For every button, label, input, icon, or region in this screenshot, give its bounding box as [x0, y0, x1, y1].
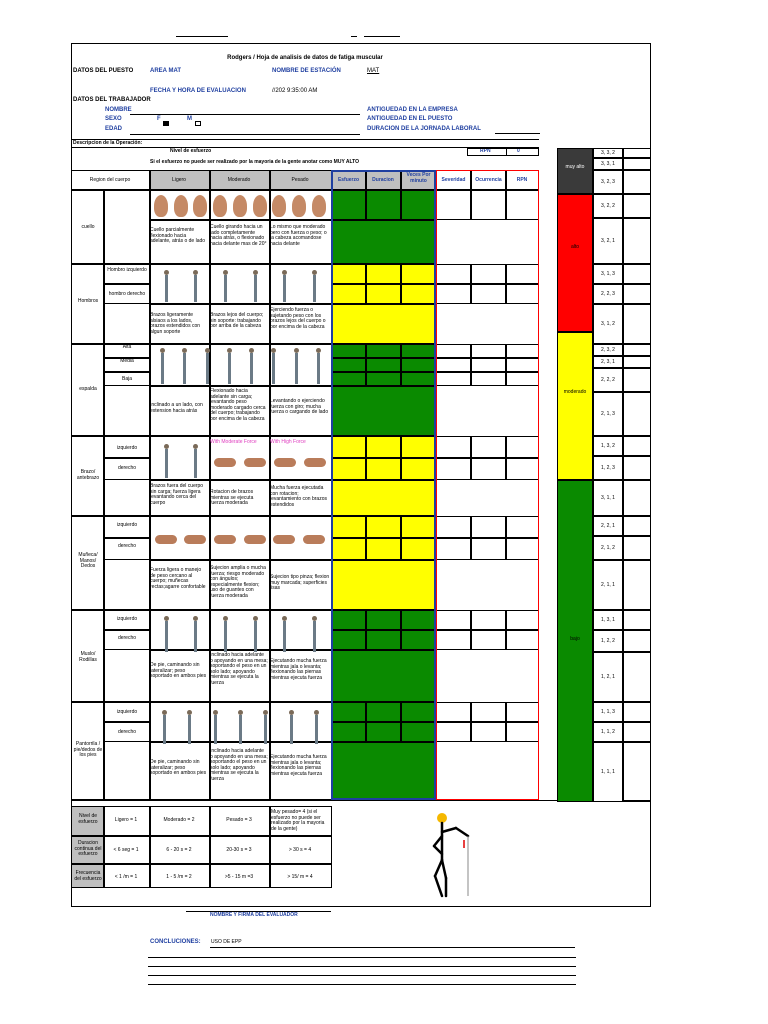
muslo-izq: izquierdo	[116, 616, 138, 622]
leg-posture-illustration	[151, 706, 329, 744]
risk-code-cell	[593, 356, 623, 368]
espalda-ligero: Inclinado a un lado, con extension hacia atrás	[150, 402, 203, 414]
result-cell-5-0-2	[506, 610, 539, 630]
header-moderado: Moderado	[227, 177, 251, 183]
fecha-label: FECHA Y HORA DE EVALUACION	[150, 88, 246, 94]
risk-code-cell	[593, 436, 623, 456]
risk-extra-cell	[623, 610, 651, 630]
muslo-moderado: Inclinado hacia adelante o apoyando en una mesa; soportando el peso en un solo lado; apoyando mientras se ejecuta la fuerza	[210, 652, 268, 686]
score-cell-2-2-2	[401, 372, 436, 386]
score-cell-2-2-0	[331, 372, 366, 386]
result-cell-5-1-2	[506, 630, 539, 650]
risk-code: 1, 1, 2	[601, 729, 615, 735]
result-cell-6-1-2	[506, 722, 539, 742]
nombre-label: NOMBRE	[105, 107, 132, 113]
score-cell-5-0-1	[366, 610, 401, 630]
risk-code: 3, 3, 1	[601, 161, 615, 167]
rpn-label: RPN	[480, 148, 491, 154]
risk-extra-cell	[623, 148, 651, 158]
estacion-value[interactable]: MAT	[367, 68, 380, 74]
brazo-der: derecho	[117, 465, 137, 471]
page-title: Rodgers / Hoja de analisis de datos de fatiga muscular	[227, 55, 383, 61]
result-cell-5-1-1	[471, 630, 506, 650]
risk-code-cell	[593, 218, 623, 264]
score-cell-2-0-2	[401, 344, 436, 358]
cuello-ligero: Cuello parcialmente flexionado hacia adelante, atrás o de lado	[150, 227, 206, 245]
score-block-3	[331, 480, 436, 516]
result-cell-1-1-1	[471, 284, 506, 304]
legend-muy-pesado: Muy pesado= 4 (si el esfuerzo no puede ser realizado por la mayoria de la gente)	[271, 809, 325, 832]
pies-ligero: De pie, caminando sin lateralizar; peso soportado en ambos pies	[150, 759, 207, 777]
edad-label: EDAD	[105, 126, 123, 132]
risk-code: 1, 1, 3	[601, 709, 615, 715]
score-cell-6-1-1	[366, 722, 401, 742]
risk-code: 3, 2, 3	[601, 179, 615, 185]
result-cell-2-2-2	[506, 372, 539, 386]
subregion-cell-0	[104, 190, 150, 264]
antig-empresa-label: ANTIGUEDAD EN LA EMPRESA	[367, 107, 458, 113]
header-ligero: Ligero	[172, 177, 186, 183]
score-cell-1-0-2	[401, 264, 436, 284]
result-cell-1-0-0	[436, 264, 471, 284]
score-cell-6-0-2	[401, 702, 436, 722]
result-cell-5-0-0	[436, 610, 471, 630]
nota-muy-alto: Si el esfuerzo no puede ser realizado por la mayoria de la gente anotar como MUY ALTO	[150, 159, 360, 165]
result-cell-1-1-0	[436, 284, 471, 304]
risk-moderado: moderado	[563, 389, 587, 395]
risk-code-cell	[593, 652, 623, 702]
score-cell-2-1-0	[331, 358, 366, 372]
antig-puesto-label: ANTIGUEDAD EN EL PUESTO	[367, 116, 453, 122]
score-cell-1-0-1	[366, 264, 401, 284]
region-cuello: cuello	[81, 224, 95, 230]
wrist-posture-illustration	[151, 522, 329, 556]
shoulder-posture-illustration	[151, 266, 329, 302]
risk-extra-cell	[623, 516, 651, 536]
result-cell-2-1-1	[471, 358, 506, 372]
header-veces: Veces Por minuto	[406, 172, 431, 184]
firma-evaluador-label: NOMBRE Y FIRMA DEL EVALUADOR	[210, 912, 298, 918]
result-cell-0-2	[506, 190, 539, 220]
risk-extra-cell	[623, 436, 651, 456]
score-cell-5-1-0	[331, 630, 366, 650]
brazo-ligero: Brazos fuera del cuerpo sin carga; fuerza ligera levantando cerca del cuerpo	[150, 483, 204, 506]
duracion-jornada-label: DURACION DE LA JORNADA LABORAL	[367, 126, 481, 132]
score-block-0	[331, 220, 436, 264]
risk-extra-cell	[623, 630, 651, 652]
result-cell-2-0-2	[506, 344, 539, 358]
hombros-moderado: Brazos lejos del cuerpo; sin soporte: trabajando por arriba de la cabeza	[210, 312, 264, 330]
lifting-figure-illustration	[420, 810, 480, 900]
legend-f1: < 1 /m = 1	[114, 874, 138, 880]
risk-code: 1, 2, 3	[601, 465, 615, 471]
risk-code: 3, 2, 1	[601, 238, 615, 244]
score-block-5	[331, 650, 436, 702]
score-cell-2-1-2	[401, 358, 436, 372]
sex-f-checkbox[interactable]	[163, 121, 169, 126]
back-posture-illustration	[151, 344, 329, 384]
score-cell-3-1-2	[401, 458, 436, 480]
risk-code-cell	[593, 516, 623, 536]
result-cell-4-0-1	[471, 516, 506, 538]
score-cell-0-2	[401, 190, 436, 220]
result-cell-5-1-0	[436, 630, 471, 650]
score-cell-4-0-2	[401, 516, 436, 538]
risk-code: 2, 2, 1	[601, 523, 615, 529]
region-brazo: Brazo/ antebrazo	[76, 469, 100, 481]
score-cell-2-1-1	[366, 358, 401, 372]
score-cell-2-0-1	[366, 344, 401, 358]
score-cell-0-0	[331, 190, 366, 220]
result-cell-3-1-1	[471, 458, 506, 480]
legend-pesado: Pesado = 3	[226, 817, 252, 823]
risk-extra-cell	[623, 218, 651, 264]
risk-extra-cell	[623, 158, 651, 170]
muslo-pesado: Ejecutando mucha fuerza mientras jala o levanta; flexionando las piernas mientras ejecuta fuerza	[270, 658, 327, 681]
cuello-moderado: Cuello girando hacia un lado completamente hacia atrás, o flexionado hacia delante mas de 20°	[210, 224, 267, 247]
risk-code-cell	[593, 480, 623, 516]
risk-extra-cell	[623, 392, 651, 436]
score-cell-4-1-2	[401, 538, 436, 560]
pies-izq: izquierdo	[116, 709, 138, 715]
brazo-moderado: Rotacion de brazos mientras se ejecuta fuerza moderada	[210, 489, 254, 507]
risk-code-cell	[593, 158, 623, 170]
legend-d4: > 30 s = 4	[288, 847, 312, 853]
neck-posture-illustration	[151, 192, 329, 220]
risk-code: 3, 1, 3	[601, 271, 615, 277]
legend-f3: >5 - 15 m =3	[224, 874, 254, 880]
sex-f-label: F	[157, 116, 161, 122]
muslo-ligero: De pie, caminando sin lateralizar; peso soportado en ambos pies	[150, 662, 207, 680]
score-cell-6-1-0	[331, 722, 366, 742]
operacion-label: Descripcion de la Operación:	[73, 140, 143, 146]
muneca-izq: izquierdo	[116, 522, 138, 528]
risk-alto: alto	[570, 244, 580, 250]
risk-band-muy-alto	[557, 148, 593, 194]
header-duracion: Duracion	[372, 177, 394, 183]
risk-extra-cell	[623, 356, 651, 368]
risk-code-cell	[593, 304, 623, 344]
risk-extra-cell	[623, 702, 651, 722]
result-cell-5-0-1	[471, 610, 506, 630]
datos-puesto-label: DATOS DEL PUESTO	[73, 68, 134, 74]
legend-moderado: Moderado = 2	[163, 817, 195, 823]
risk-code: 3, 3, 2	[601, 150, 615, 156]
legend-frecuencia-label: Frecuencia del esfuerzo	[74, 870, 102, 882]
risk-code: 2, 2, 2	[601, 377, 615, 383]
score-cell-4-0-0	[331, 516, 366, 538]
espalda-baja: Baja	[121, 376, 132, 382]
header-rpn: RPN	[516, 177, 528, 183]
score-cell-6-0-0	[331, 702, 366, 722]
legend-ligero: Ligero = 1	[114, 817, 138, 823]
legend-d3: 20-30 s = 3	[226, 847, 252, 853]
risk-code: 2, 1, 3	[601, 411, 615, 417]
risk-band-moderado	[557, 332, 593, 480]
legend-d2: 6 - 20 s = 2	[166, 847, 192, 853]
legend-nivel-label: Nivel de esfuerzo	[78, 813, 98, 825]
legend-f2: 1 - 5 /m = 2	[166, 874, 192, 880]
region-muslo: Muslo/ Rodillas	[79, 651, 97, 663]
risk-extra-cell	[623, 652, 651, 702]
result-cell-4-1-2	[506, 538, 539, 560]
result-cell-4-1-0	[436, 538, 471, 560]
munecas-pesado: Sujecion tipo pinza; flexion muy marcada; superficies lisas	[270, 574, 330, 592]
region-pies: Pantorrila / pie/dedos de los pies	[73, 741, 103, 759]
risk-code: 2, 2, 3	[601, 291, 615, 297]
fecha-value[interactable]: //202 9:35:00 AM	[272, 88, 318, 94]
score-cell-6-1-2	[401, 722, 436, 742]
risk-code: 1, 3, 2	[601, 443, 615, 449]
risk-code-cell	[593, 170, 623, 194]
header-region: Region del cuerpo	[89, 177, 131, 183]
risk-code: 3, 1, 1	[601, 495, 615, 501]
score-cell-4-1-0	[331, 538, 366, 560]
risk-code-cell	[593, 148, 623, 158]
risk-code-cell	[593, 536, 623, 560]
risk-extra-cell	[623, 194, 651, 218]
conclusiones-label: CONCLUCIONES:	[150, 939, 201, 945]
risk-extra-cell	[623, 344, 651, 356]
header-esfuerzo: Esfuerzo	[337, 177, 360, 183]
score-cell-4-1-1	[366, 538, 401, 560]
risk-code: 1, 2, 2	[601, 638, 615, 644]
risk-code: 2, 3, 2	[601, 347, 615, 353]
score-cell-2-2-1	[366, 372, 401, 386]
sexo-label: SEXO	[105, 116, 122, 122]
result-cell-3-0-1	[471, 436, 506, 458]
risk-code-cell	[593, 702, 623, 722]
result-cell-2-0-0	[436, 344, 471, 358]
espalda-moderado: Flexionado hacia adelante sin carga; levantando peso moderado cargado cerca del cuerpo; trabajando por encima de la cabeza	[210, 388, 266, 422]
munecas-moderado: Sujecion amplia o mucha fuerza; riesgo moderado con ángulos; especialmente flexion; uso de guantes con fuerza moderada	[210, 565, 266, 599]
risk-code: 3, 2, 2	[601, 203, 615, 209]
sex-m-label: M	[187, 116, 192, 122]
result-cell-3-1-0	[436, 458, 471, 480]
risk-code-cell	[593, 610, 623, 630]
score-cell-4-0-1	[366, 516, 401, 538]
score-block-2	[331, 386, 436, 436]
espalda-media: Media	[120, 358, 134, 364]
risk-code-cell	[593, 560, 623, 610]
score-cell-3-0-2	[401, 436, 436, 458]
risk-code-cell	[593, 722, 623, 742]
result-cell-3-1-2	[506, 458, 539, 480]
conclusiones-value[interactable]: USO DE EPP	[211, 939, 242, 945]
result-cell-4-1-1	[471, 538, 506, 560]
legend-duracion-label: Duracion continua del esfuerzo	[74, 840, 102, 858]
score-cell-1-1-2	[401, 284, 436, 304]
mod-force-label: With Moderate Force	[210, 439, 257, 445]
thigh-posture-illustration	[151, 612, 329, 652]
legend-f4: > 15/ m = 4	[287, 874, 313, 880]
risk-extra-cell	[623, 304, 651, 344]
espalda-alta: Alta	[122, 344, 132, 350]
risk-extra-cell	[623, 264, 651, 284]
risk-extra-cell	[623, 368, 651, 392]
risk-code-cell	[593, 630, 623, 652]
nivel-esfuerzo-label: Nivel de esfuerzo	[170, 148, 212, 154]
score-cell-5-1-2	[401, 630, 436, 650]
score-block-4	[331, 560, 436, 610]
area-value: AREA MAT	[150, 68, 181, 74]
pies-der: derecho	[117, 729, 137, 735]
risk-code: 3, 1, 2	[601, 321, 615, 327]
risk-bajo: bajo	[570, 636, 580, 642]
score-cell-3-1-1	[366, 458, 401, 480]
result-cell-1-0-1	[471, 264, 506, 284]
result-cell-6-1-1	[471, 722, 506, 742]
result-cell-3-0-0	[436, 436, 471, 458]
legend-d1: < 6 seg = 1	[113, 847, 139, 853]
risk-code-cell	[593, 194, 623, 218]
score-cell-5-1-1	[366, 630, 401, 650]
risk-code: 2, 3, 1	[601, 359, 615, 365]
result-cell-1-1-2	[506, 284, 539, 304]
brazo-izq: izquierdo	[116, 445, 138, 451]
score-cell-5-0-0	[331, 610, 366, 630]
risk-extra-cell	[623, 560, 651, 610]
score-cell-3-0-1	[366, 436, 401, 458]
score-cell-1-1-1	[366, 284, 401, 304]
risk-muy-alto: muy alto	[565, 164, 585, 170]
header-pesado: Pesado	[291, 177, 309, 183]
risk-code: 1, 2, 1	[601, 674, 615, 680]
hombros-pesado: Ejerciendo fuerza o sujetando peso con los brazos lejos del cuerpo o por encima de la cabeza	[270, 307, 326, 330]
risk-extra-cell	[623, 742, 651, 802]
score-cell-1-0-0	[331, 264, 366, 284]
muneca-der: derecho	[117, 543, 137, 549]
score-block-6	[331, 742, 436, 800]
result-cell-2-1-0	[436, 358, 471, 372]
risk-code-cell	[593, 284, 623, 304]
result-cell-4-0-2	[506, 516, 539, 538]
munecas-ligero: Fuerza ligera o manejo de peso cercano al cuerpo; muñecas rectas;agarre confortable	[150, 567, 206, 590]
espalda-pesado: Levantando o ejerciendo fuerza con giro; mucha fuerza o cargando de lado	[270, 398, 329, 416]
result-cell-6-1-0	[436, 722, 471, 742]
header-ocurrencia: Ocurrencia	[475, 177, 502, 183]
pies-pesado: Ejecutando mucha fuerza mientras jala o levanta; flexionando las piernas mientras ejecuta fuerza	[270, 754, 327, 777]
score-cell-2-0-0	[331, 344, 366, 358]
arm-posture-illustration	[151, 442, 209, 478]
result-cell-3-0-2	[506, 436, 539, 458]
result-cell-2-2-0	[436, 372, 471, 386]
score-cell-3-0-0	[331, 436, 366, 458]
score-cell-6-0-1	[366, 702, 401, 722]
risk-code: 2, 1, 2	[601, 545, 615, 551]
result-cell-6-0-2	[506, 702, 539, 722]
score-cell-3-1-0	[331, 458, 366, 480]
risk-code: 1, 1, 1	[601, 769, 615, 775]
rpn-value: 0	[517, 148, 520, 154]
region-munecas: Muñeca/ Manos/ Dedos	[78, 552, 98, 570]
hombro-izq: Hombro izquierdo	[107, 267, 147, 273]
score-cell-0-1	[366, 190, 401, 220]
risk-band-alto	[557, 194, 593, 332]
cuello-pesado: Lo mismo que moderado pero con fuerza o peso; o la cabeza acomandose hacia delante	[270, 224, 327, 247]
risk-code-cell	[593, 344, 623, 356]
risk-extra-cell	[623, 480, 651, 516]
brazo-pesado: Mucha fuerza ejecutada con rotacion; levantamiento con brazos estendidos	[270, 485, 327, 508]
risk-code: 2, 1, 1	[601, 582, 615, 588]
risk-extra-cell	[623, 536, 651, 560]
hombros-ligero: Brazos ligeramente alsiaos a los lados, brazos estendidos con algun soporte	[150, 312, 201, 335]
result-cell-0-0	[436, 190, 471, 220]
risk-extra-cell	[623, 722, 651, 742]
header-severidad: Severidad	[441, 177, 466, 183]
risk-extra-cell	[623, 456, 651, 480]
result-cell-6-0-0	[436, 702, 471, 722]
hombro-der: hombro derecho	[108, 291, 146, 297]
result-cell-6-0-1	[471, 702, 506, 722]
risk-code-cell	[593, 742, 623, 802]
score-cell-5-0-2	[401, 610, 436, 630]
estacion-label: NOMBRE DE ESTACIÓN	[272, 68, 341, 74]
forearm-force-illustration	[210, 450, 330, 474]
result-cell-4-0-0	[436, 516, 471, 538]
risk-code-cell	[593, 456, 623, 480]
score-cell-1-1-0	[331, 284, 366, 304]
muslo-der: derecho	[117, 635, 137, 641]
risk-code: 1, 3, 1	[601, 617, 615, 623]
datos-trabajador-label: DATOS DEL TRABAJADOR	[73, 97, 151, 103]
result-cell-2-1-2	[506, 358, 539, 372]
sex-m-checkbox[interactable]	[195, 121, 201, 126]
risk-code-cell	[593, 392, 623, 436]
result-cell-2-2-1	[471, 372, 506, 386]
result-cell-0-1	[471, 190, 506, 220]
high-force-label: With High Force	[270, 439, 306, 445]
risk-code-cell	[593, 368, 623, 392]
region-espalda: espalda	[79, 386, 97, 392]
risk-extra-cell	[623, 170, 651, 194]
pies-moderado: Inclinado hacia adelante o apoyando en una mesa; soportando el peso en un solo lado; apoyando mientras se ejecuta la fuerza	[210, 748, 268, 782]
score-block-1	[331, 304, 436, 344]
result-cell-2-0-1	[471, 344, 506, 358]
region-hombros: Hombros	[77, 298, 99, 304]
risk-extra-cell	[623, 284, 651, 304]
risk-code-cell	[593, 264, 623, 284]
result-cell-1-0-2	[506, 264, 539, 284]
